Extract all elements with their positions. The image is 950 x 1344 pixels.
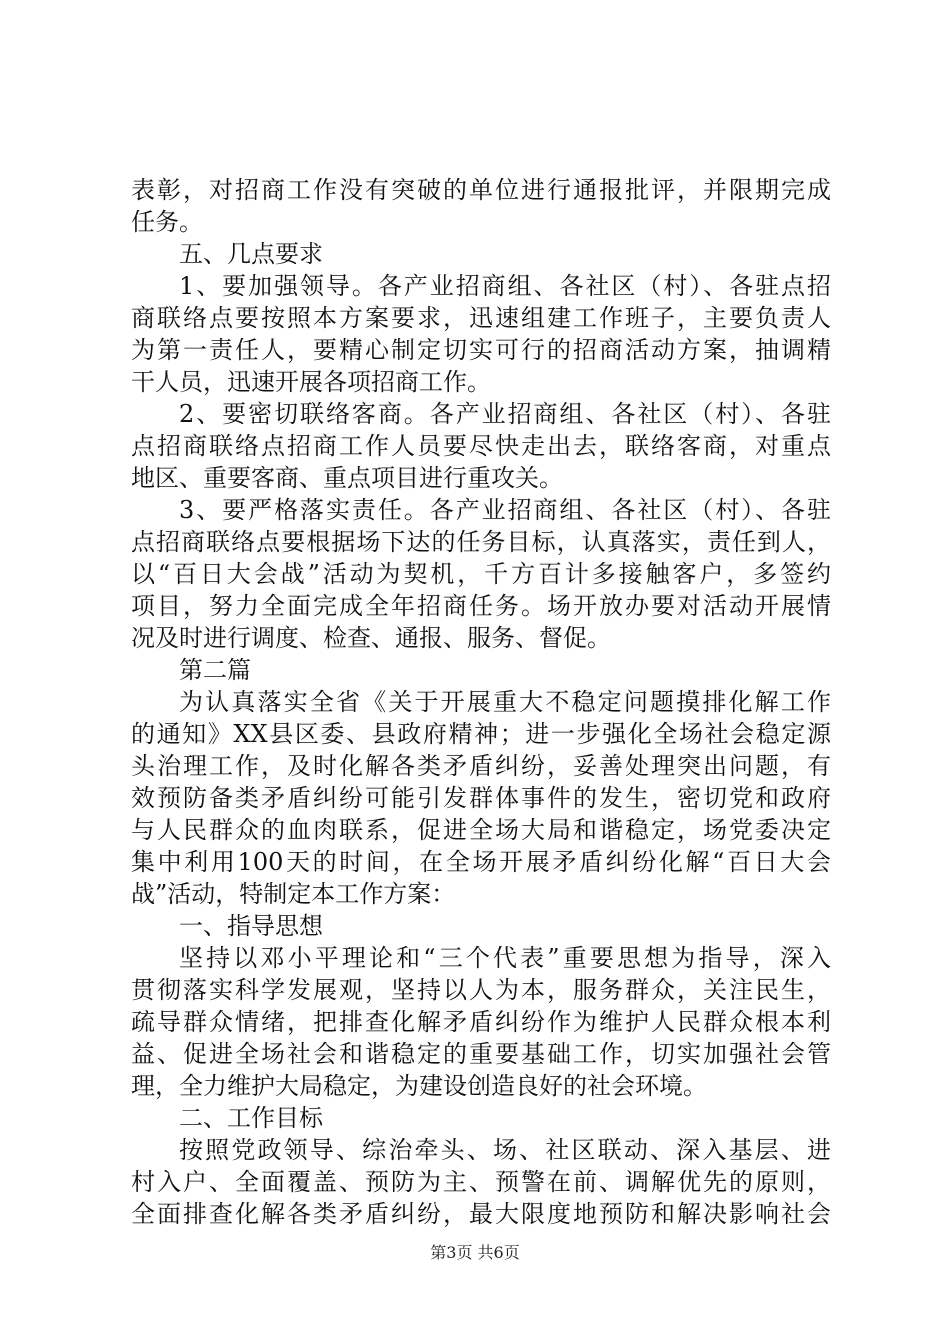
text-line: 坚持以邓小平理论和“三个代表”重要思想为指导，深入 — [179, 944, 831, 972]
text-line: 益、促进全场社会和谐稳定的重要基础工作，切实加强社会管 — [131, 1040, 831, 1068]
text-line: 理，全力维护大局稳定，为建设创造良好的社会环境。 — [131, 1072, 707, 1100]
text-line: 全面排查化解各类矛盾纠纷，最大限度地预防和解决影响社会 — [131, 1200, 831, 1228]
text-line: 一、指导思想 — [179, 912, 323, 940]
text-line: 商联络点要按照本方案要求，迅速组建工作班子，主要负责人 — [131, 304, 831, 332]
text-line: 为认真落实全省《关于开展重大不稳定问题摸排化解工作 — [179, 688, 831, 716]
text-line: 效预防备类矛盾纠纷可能引发群体事件的发生，密切党和政府 — [131, 784, 831, 812]
text-line: 贯彻落实科学发展观，坚持以人为本，服务群众，关注民生， — [131, 976, 831, 1004]
page-number: 第3页 共6页 — [430, 1243, 520, 1262]
text-line: 况及时进行调度、检查、通报、服务、督促。 — [131, 624, 611, 652]
text-line: 村入户、全面覆盖、预防为主、预警在前、调解优先的原则， — [131, 1168, 831, 1196]
text-line: 任务。 — [131, 208, 203, 236]
text-line: 2、要密切联络客商。各产业招商组、各社区（村）、各驻 — [179, 400, 831, 428]
text-line: 1、要加强领导。各产业招商组、各社区（村）、各驻点招 — [179, 272, 831, 300]
text-line: 3、要严格落实责任。各产业招商组、各社区（村）、各驻 — [179, 496, 831, 524]
text-line: 地区、重要客商、重点项目进行重攻关。 — [131, 464, 563, 492]
text-line: 五、几点要求 — [179, 240, 323, 268]
text-line: 以“百日大会战”活动为契机，千方百计多接触客户，多签约 — [131, 560, 831, 588]
text-line: 第二篇 — [179, 656, 251, 684]
text-line: 表彰，对招商工作没有突破的单位进行通报批评，并限期完成 — [131, 176, 831, 204]
text-line: 点招商联络点招商工作人员要尽快走出去，联络客商，对重点 — [131, 432, 831, 460]
text-line: 集中利用100天的时间，在全场开展矛盾纠纷化解“百日大会 — [131, 848, 831, 876]
text-line: 项目，努力全面完成全年招商任务。场开放办要对活动开展情 — [131, 592, 831, 620]
text-line: 为第一责任人，要精心制定切实可行的招商活动方案，抽调精 — [131, 336, 831, 364]
text-line: 战”活动，特制定本工作方案： — [131, 880, 456, 908]
text-line: 二、工作目标 — [179, 1104, 323, 1132]
page-footer — [0, 1243, 950, 1263]
document-body — [131, 174, 831, 1230]
text-line: 与人民群众的血肉联系，促进全场大局和谐稳定，场党委决定 — [131, 816, 831, 844]
text-line: 头治理工作，及时化解各类矛盾纠纷，妥善处理突出问题，有 — [131, 752, 831, 780]
text-line: 的通知》XX县区委、县政府精神；进一步强化全场社会稳定源 — [131, 720, 831, 748]
text-line: 疏导群众情绪，把排查化解矛盾纠纷作为维护人民群众根本利 — [131, 1008, 831, 1036]
text-line: 点招商联络点要根据场下达的任务目标，认真落实，责任到人， — [131, 528, 831, 556]
text-line: 干人员，迅速开展各项招商工作。 — [131, 368, 491, 396]
text-line: 按照党政领导、综治牵头、场、社区联动、深入基层、进 — [179, 1136, 831, 1164]
